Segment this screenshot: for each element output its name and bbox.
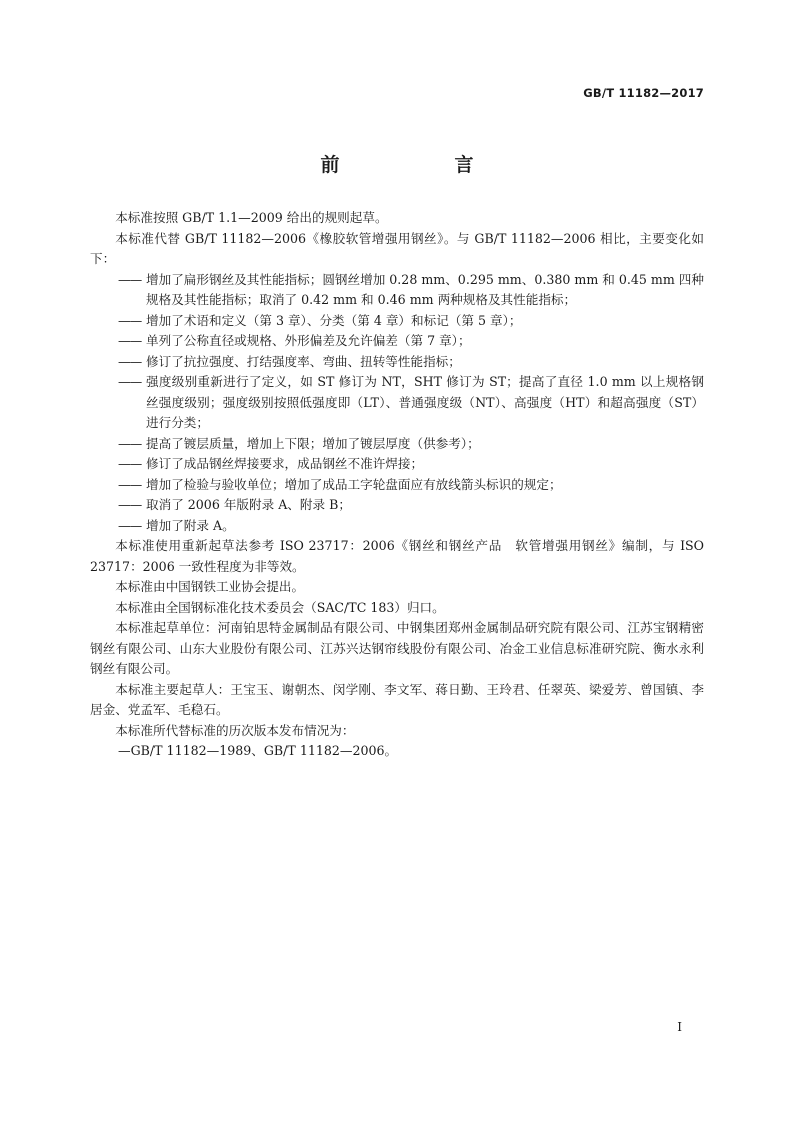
change-item-text: 强度级别重新进行了定义，如 ST 修订为 NT，SHT 修订为 ST；提高了直径 1.0 mm 以上规格钢丝强度级别；强度级别按照低强度即（LT）、普通强度级（NT）、高强度（HT）和超高强度（ST）进行分类； xyxy=(146,374,704,430)
dash-mark: —— xyxy=(118,353,142,369)
paragraph-history-intro: 本标准所代替标准的历次版本发布情况为： xyxy=(115,722,355,738)
change-item xyxy=(90,352,704,373)
paragraph-main-drafters: 本标准主要起草人：王宝玉、谢朝杰、闵学刚、李文军、蒋日勤、王玲君、任翠英、梁爱芳、曾国镇、李居金、党孟军、毛稳石。 xyxy=(90,681,704,717)
change-item-text: 修订了成品钢丝焊接要求，成品钢丝不准许焊接； xyxy=(146,456,424,471)
paragraph-iso-reference: 本标准使用重新起草法参考 ISO 23717：2006《钢丝和钢丝产品 软管增强用钢丝》编制，与 ISO 23717：2006 一致性程度为非等效。 xyxy=(90,538,704,574)
change-item-text: 取消了 2006 年版附录 A、附录 B； xyxy=(146,497,351,512)
paragraph-drafting-rules: 本标准按照 GB/T 1.1—2009 给出的规则起草。 xyxy=(115,210,388,225)
page-title: 前 言 xyxy=(320,154,522,176)
change-item xyxy=(90,516,704,537)
change-item xyxy=(90,372,704,434)
dash-mark: —— xyxy=(118,435,142,451)
paragraph-replaces: 本标准代替 GB/T 11182—2006《橡胶软管增强用钢丝》。与 GB/T 11182—2006 相比，主要变化如下： xyxy=(90,230,704,266)
change-item xyxy=(90,270,704,311)
dash-mark: —— xyxy=(118,456,142,471)
change-item-text: 单列了公称直径或规格、外形偏差及允许偏差（第 7 章）； xyxy=(146,333,471,348)
dash-mark: —— xyxy=(118,517,142,533)
change-item-text: 增加了附录 A。 xyxy=(146,517,235,533)
change-item xyxy=(90,331,704,352)
change-item-text: 增加了扁形钢丝及其性能指标；圆钢丝增加 0.28 mm、0.295 mm、0.380 mm 和 0.45 mm 四种规格及其性能指标；取消了 0.42 mm 和 0.46 mm 两种规格及其性能指标； xyxy=(146,271,704,307)
paragraph-proposed-by: 本标准由中国钢铁工业协会提出。 xyxy=(115,579,305,594)
dash-mark: —— xyxy=(118,333,142,348)
dash-mark: —— xyxy=(118,374,142,389)
change-item xyxy=(90,434,704,455)
dash-mark: —— xyxy=(118,271,142,287)
dash-mark: —— xyxy=(118,476,142,492)
change-item xyxy=(90,311,704,332)
dash-mark: —— xyxy=(118,497,142,512)
paragraph-drafting-units: 本标准起草单位：河南铂思特金属制品有限公司、中钢集团郑州金属制品研究院有限公司、江苏宝钢精密钢丝有限公司、山东大业股份有限公司、江苏兴达钢帘线股份有限公司、冶金工业信息标准研究院、衡水永利钢丝有限公司。 xyxy=(90,620,704,676)
foreword-body xyxy=(90,208,704,762)
change-item-text: 提高了镀层质量，增加上下限；增加了镀层厚度（供参考）； xyxy=(146,435,480,451)
change-item-text: 增加了检验与验收单位；增加了成品工字轮盘面应有放线箭头标识的规定； xyxy=(146,476,562,492)
change-item-text: 增加了术语和定义（第 3 章）、分类（第 4 章）和标记（第 5 章）； xyxy=(146,312,522,328)
standard-number: GB/T 11182—2017 xyxy=(583,86,704,100)
change-item xyxy=(90,475,704,496)
change-item-text: 修订了抗拉强度、打结强度率、弯曲、扭转等性能指标； xyxy=(146,353,461,369)
history-list: —GB/T 11182—1989、GB/T 11182—2006。 xyxy=(118,743,398,758)
page-number: I xyxy=(677,1020,682,1034)
paragraph-under-jurisdiction: 本标准由全国钢标准化技术委员会（SAC/TC 183）归口。 xyxy=(115,599,445,615)
change-item xyxy=(90,495,704,516)
dash-mark: —— xyxy=(118,312,142,328)
change-item xyxy=(90,454,704,475)
